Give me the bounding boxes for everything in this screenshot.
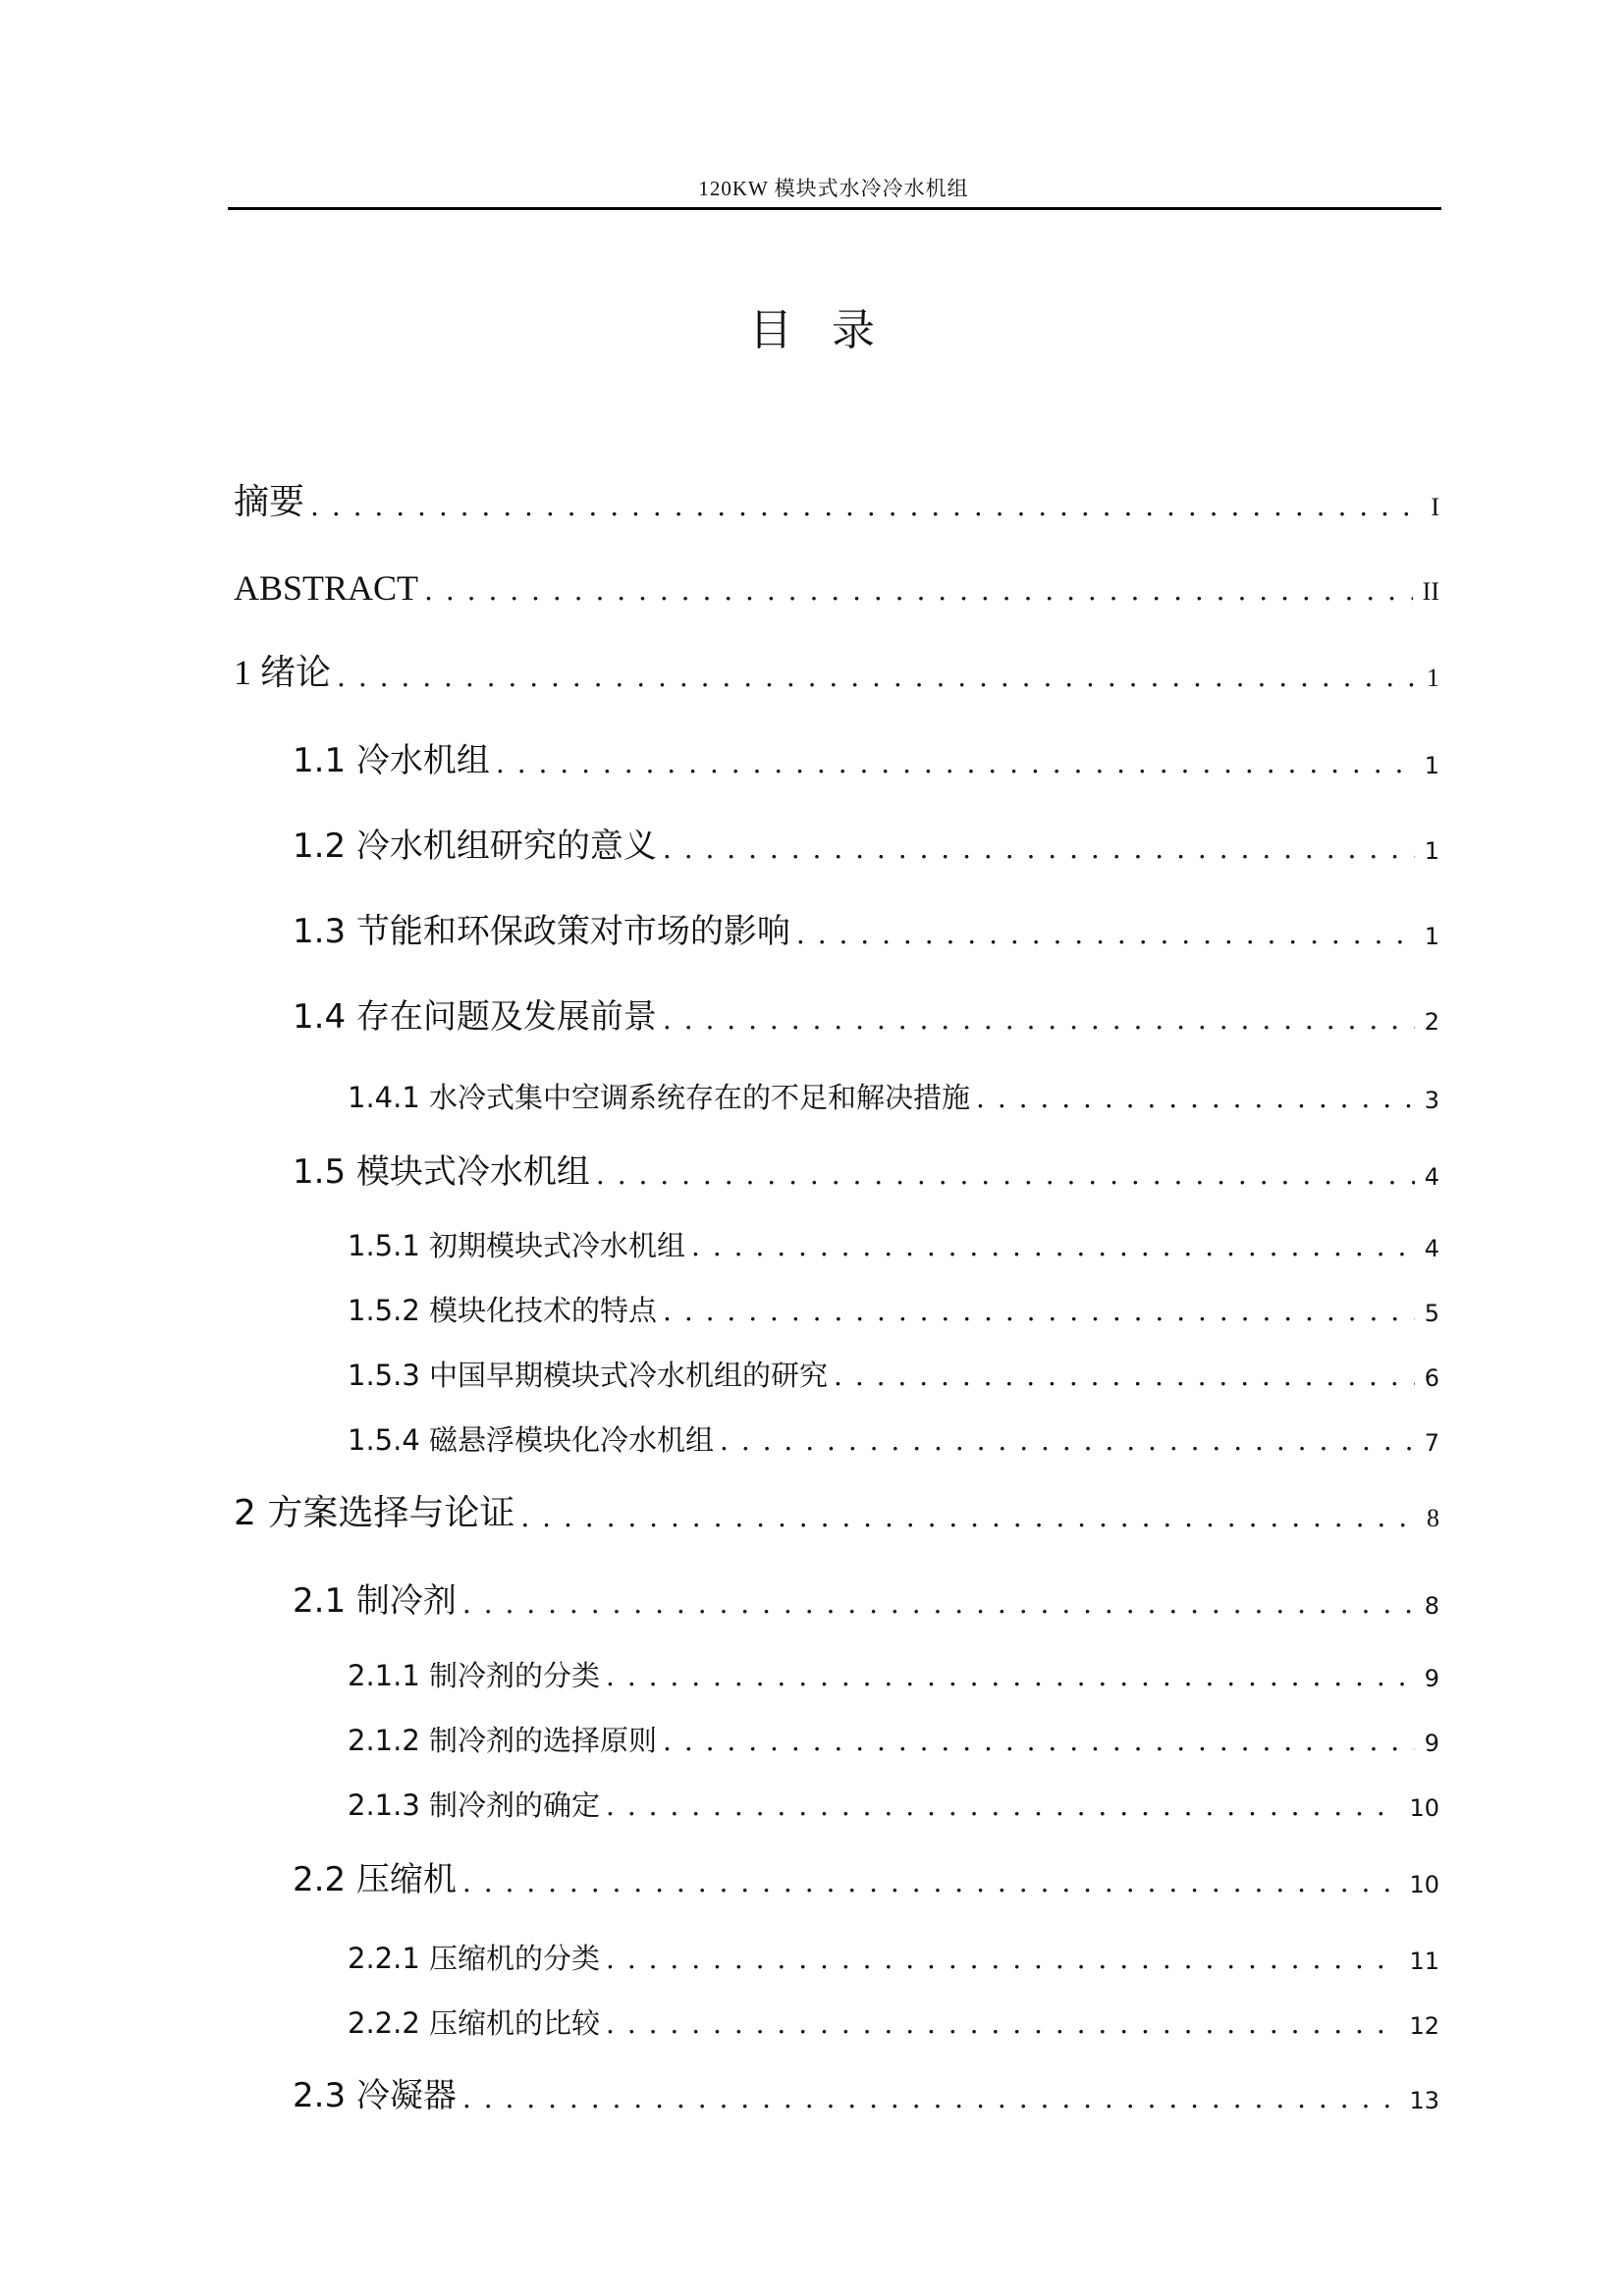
toc-entry[interactable] (0, 1567, 1624, 1626)
toc-entry-page: 10 (1409, 1871, 1439, 1898)
toc-dot-leader (796, 918, 1415, 950)
toc-entry-page: 10 (1409, 1794, 1439, 1822)
toc-entry[interactable] (0, 1274, 1624, 1333)
toc-entry-label: 1.4 存在问题及发展前景 (293, 997, 657, 1037)
toc-entry[interactable] (0, 1769, 1624, 1828)
toc-dot-leader (663, 832, 1415, 865)
toc-dot-leader (606, 1789, 1399, 1822)
toc-entry-label: 2.1.2 制冷剂的选择原则 (348, 1724, 658, 1757)
toc-dot-leader (520, 1501, 1417, 1533)
toc-entry[interactable] (0, 1987, 1624, 2046)
toc-entry-page: 1 (1424, 752, 1439, 779)
toc-entry-label: 摘要 (234, 482, 305, 521)
page-title: 目录 (749, 305, 914, 355)
toc-entry[interactable] (0, 897, 1624, 956)
toc-entry-label: 1.5.1 初期模块式冷水机组 (348, 1229, 686, 1262)
toc-entry-label: 1.5.3 中国早期模块式冷水机组的研究 (348, 1359, 829, 1392)
toc-entry-page: I (1431, 493, 1439, 521)
toc-entry-label: 1.4.1 水冷式集中空调系统存在的不足和解决措施 (348, 1081, 971, 1114)
toc-entry-label: 1.3 节能和环保政策对市场的影响 (293, 912, 790, 951)
toc-entry[interactable] (0, 1922, 1624, 1981)
toc-entry-page: 1 (1424, 837, 1439, 865)
toc-entry[interactable] (0, 812, 1624, 871)
toc-entry-label: 1.5 模块式冷水机组 (293, 1152, 590, 1192)
toc-entry-page: 2 (1424, 1008, 1439, 1036)
toc-entry[interactable] (0, 983, 1624, 1041)
toc-dot-leader (462, 2082, 1400, 2114)
toc-entry-page: 4 (1424, 1163, 1439, 1191)
toc-entry[interactable] (0, 1061, 1624, 1120)
toc-entry-label: 2.1.3 制冷剂的确定 (348, 1789, 601, 1822)
toc-entry-label: 1 绪论 (234, 653, 332, 692)
toc-dot-leader (663, 1295, 1415, 1327)
toc-entry-page: 1 (1424, 923, 1439, 950)
toc-entry[interactable] (0, 1480, 1624, 1539)
toc-entry-label: 1.1 冷水机组 (293, 741, 490, 780)
toc-entry-label: 2.2 压缩机 (293, 1860, 457, 1899)
toc-dot-leader (462, 1866, 1400, 1898)
toc-dot-leader (606, 2007, 1399, 2040)
toc-entry-page: 9 (1424, 1665, 1439, 1692)
toc-dot-leader (496, 747, 1415, 779)
running-header: 120KW 模块式水冷冷水机组 (698, 177, 969, 200)
toc-entry[interactable] (0, 1845, 1624, 1904)
toc-entry[interactable] (0, 1704, 1624, 1763)
toc-entry-page: 9 (1424, 1730, 1439, 1757)
toc-entry[interactable] (0, 1339, 1624, 1398)
toc-dot-leader (834, 1360, 1415, 1392)
toc-entry-label: 1.2 冷水机组研究的意义 (293, 827, 657, 866)
toc-entry-page: 11 (1409, 1948, 1439, 1975)
toc-entry-label: 1.5.2 模块化技术的特点 (348, 1294, 658, 1327)
toc-entry-label: 2.1 制冷剂 (293, 1581, 457, 1621)
toc-entry-page: 1 (1427, 664, 1439, 692)
toc-entry-page: 12 (1409, 2012, 1439, 2040)
toc-entry-label: 2 方案选择与论证 (234, 1493, 515, 1533)
toc-entry-page: 13 (1409, 2087, 1439, 2114)
toc-entry-page: 6 (1424, 1364, 1439, 1392)
toc-entry-label: 2.3 冷凝器 (293, 2076, 457, 2115)
header-rule (228, 207, 1441, 210)
toc-entry-page: 4 (1424, 1235, 1439, 1262)
toc-entry[interactable] (0, 1209, 1624, 1268)
toc-entry-label: 2.2.2 压缩机的比较 (348, 2006, 601, 2040)
toc-dot-leader (462, 1587, 1415, 1620)
toc-dot-leader (606, 1660, 1415, 1692)
toc-entry-label: 1.5.4 磁悬浮模块化冷水机组 (348, 1423, 715, 1457)
toc-dot-leader (663, 1003, 1415, 1036)
toc-entry-page: 7 (1424, 1429, 1439, 1457)
toc-dot-leader (424, 574, 1413, 607)
toc-dot-leader (337, 661, 1417, 693)
toc-dot-leader (976, 1082, 1415, 1114)
toc-entry[interactable] (0, 1404, 1624, 1463)
toc-entry-label: ABSTRACT (234, 568, 419, 608)
toc-entry[interactable] (0, 554, 1624, 613)
toc-dot-leader (663, 1725, 1415, 1757)
toc-entry[interactable] (0, 640, 1624, 699)
toc-dot-leader (691, 1230, 1415, 1262)
toc-entry-label: 2.2.1 压缩机的分类 (348, 1942, 601, 1975)
toc-entry-label: 2.1.1 制冷剂的分类 (348, 1659, 601, 1692)
toc-dot-leader (310, 490, 1421, 522)
toc-entry[interactable] (0, 1639, 1624, 1698)
toc-entry-page: II (1422, 577, 1439, 606)
toc-dot-leader (720, 1424, 1415, 1457)
toc-entry[interactable] (0, 2061, 1624, 2120)
toc-dot-leader (596, 1158, 1415, 1191)
toc-entry[interactable] (0, 469, 1624, 528)
toc-entry-page: 5 (1424, 1300, 1439, 1327)
toc-entry-page: 3 (1424, 1087, 1439, 1114)
toc-dot-leader (606, 1943, 1399, 1975)
toc-entry-page: 8 (1424, 1592, 1439, 1620)
toc-entry[interactable] (0, 1138, 1624, 1197)
toc-entry[interactable] (0, 726, 1624, 785)
toc-entry-page: 8 (1427, 1504, 1439, 1532)
